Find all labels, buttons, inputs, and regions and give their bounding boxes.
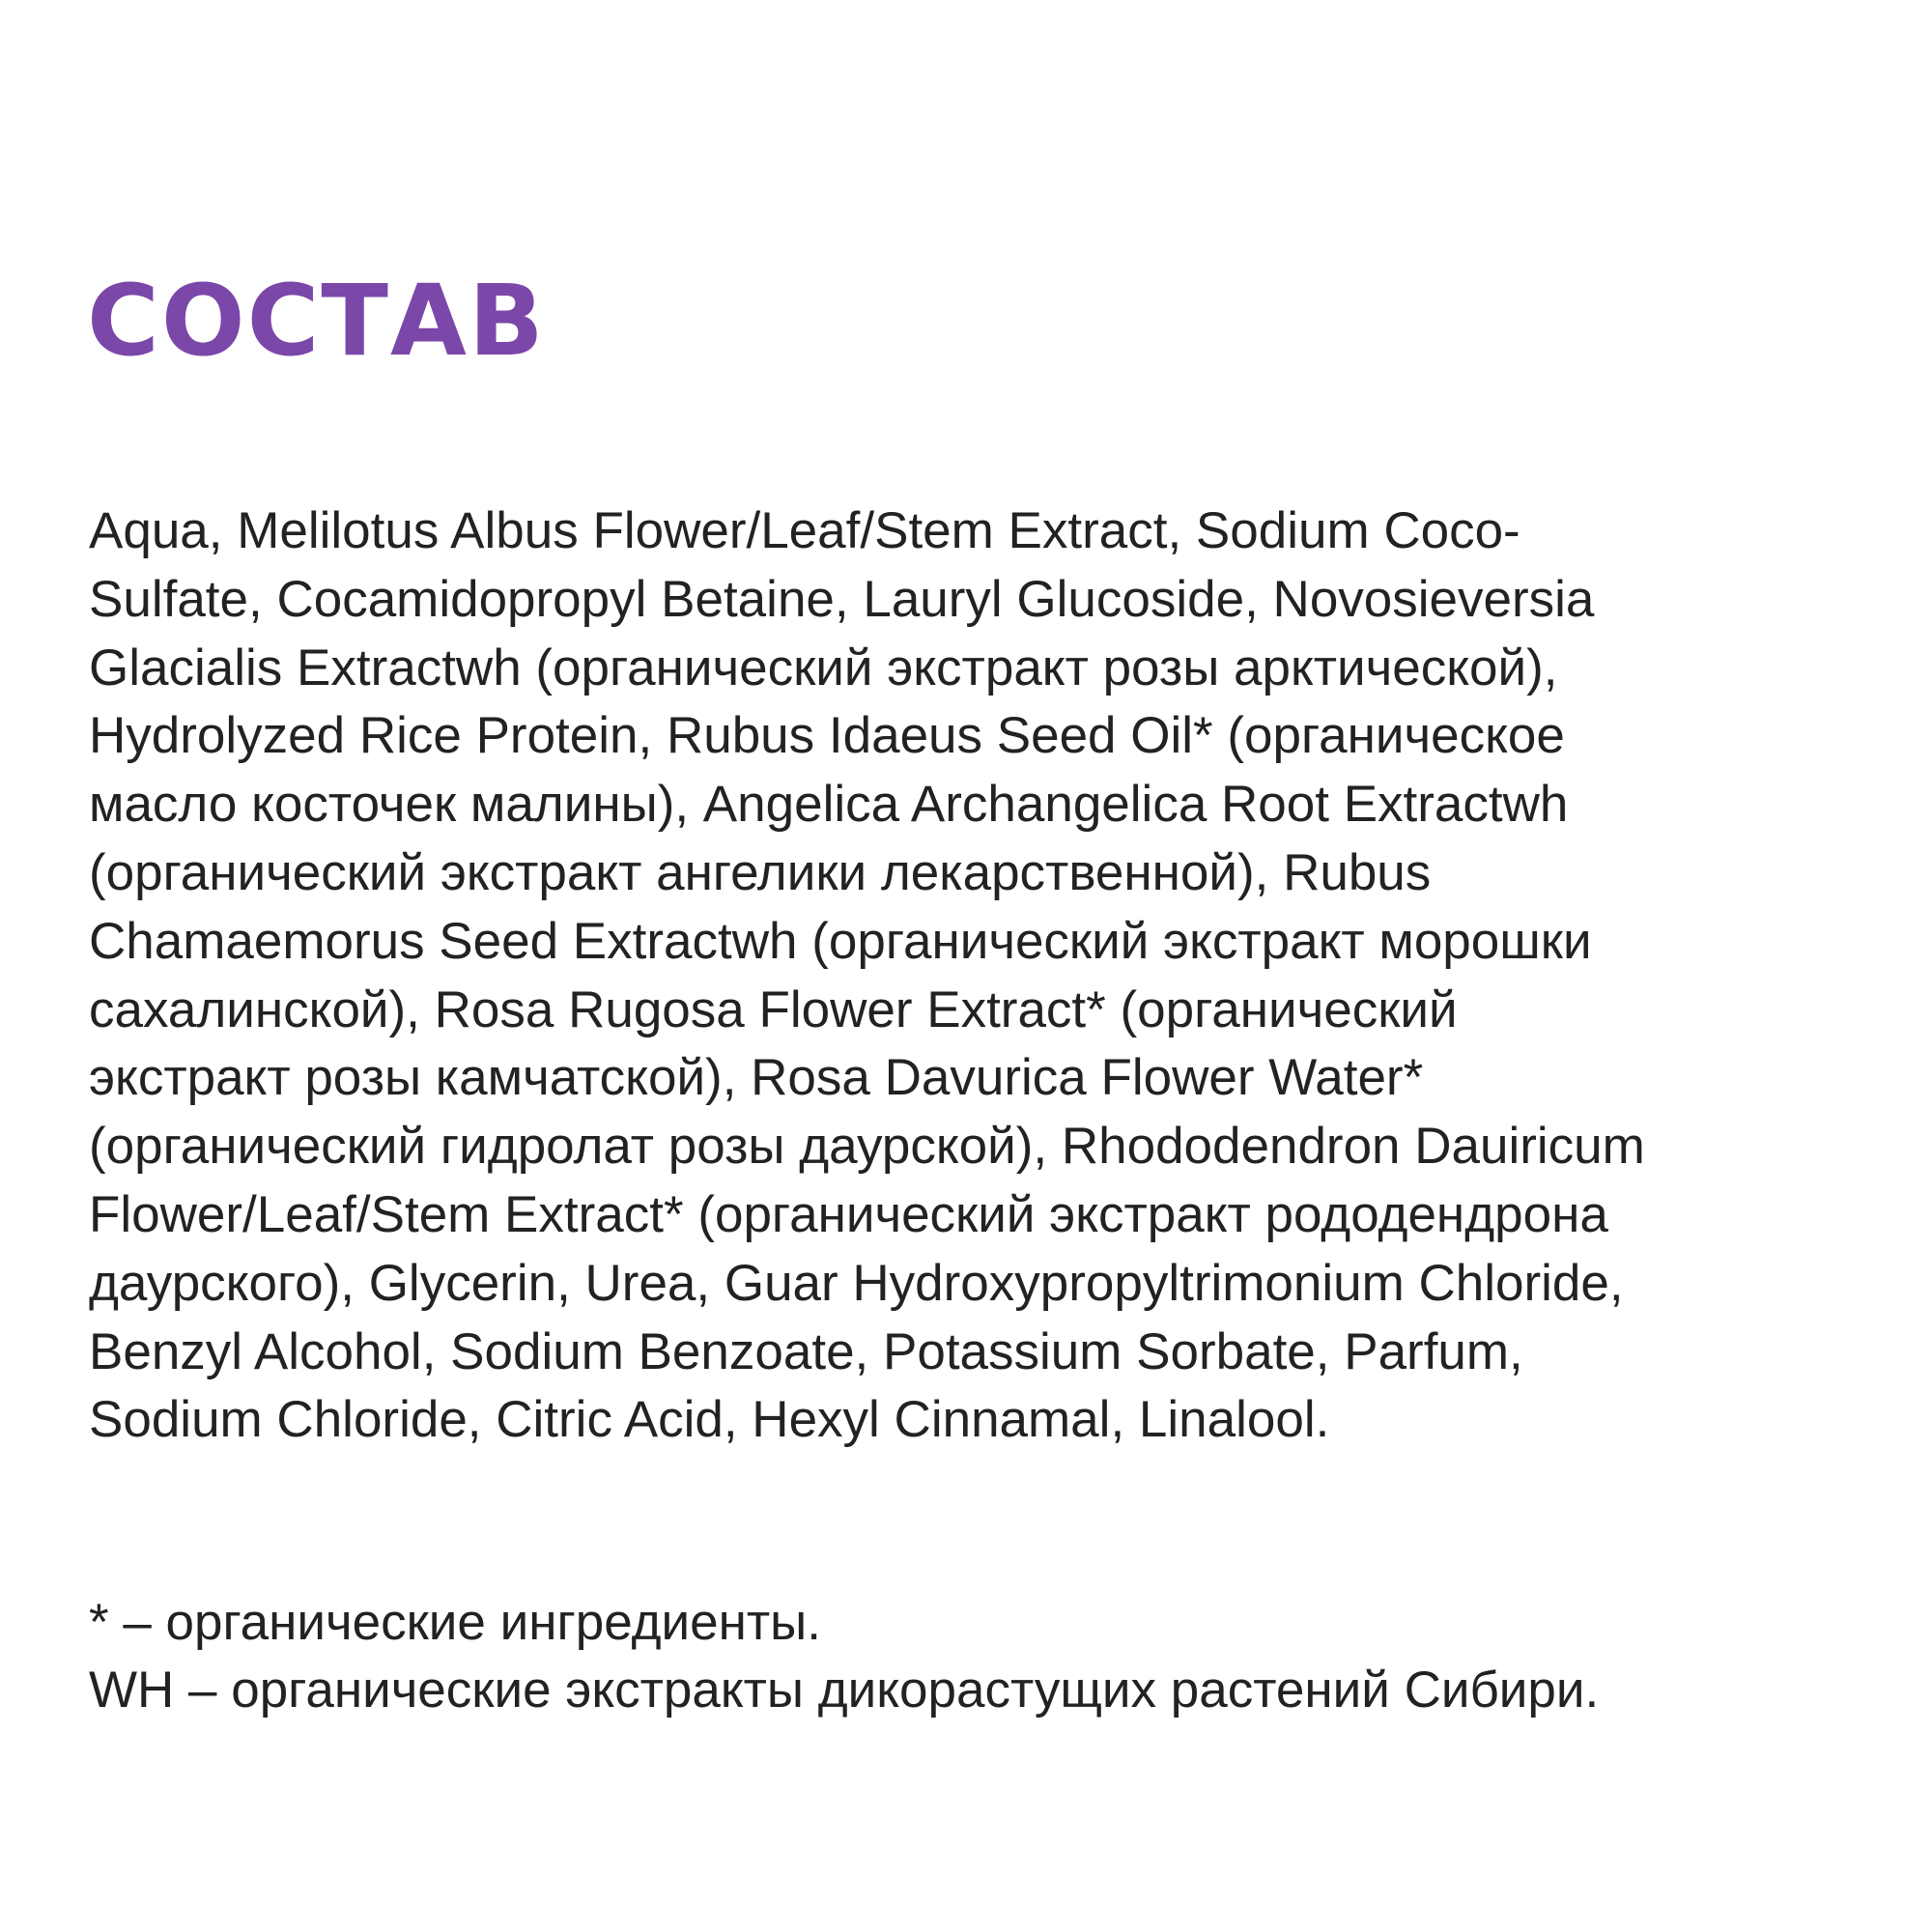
ingredients-line: Hydrolyzed Rice Protein, Rubus Idaeus Seed Oil* (органическое [89,707,1565,765]
ingredients-line: Sodium Chloride, Citric Acid, Hexyl Cinnamal, Linalool. [89,1391,1330,1449]
ingredients-line: Benzyl Alcohol, Sodium Benzoate, Potassium Sorbate, Parfum, [89,1322,1523,1380]
ingredients-line: масло косточек малины), Angelica Archangelica Root Extractwh [89,776,1569,834]
ingredients-line: сахалинской), Rosa Rugosa Flower Extract* (органический [89,980,1458,1038]
footnote-wild-harvested: WH – органические экстракты дикорастущих растений Сибири. [89,1662,1600,1719]
ingredients-line: Aqua, Melilotus Albus Flower/Leaf/Stem Extract, Sodium Coco- [89,502,1520,559]
ingredients-line: экстракт розы камчатской), Rosa Davurica Flower Water* [89,1049,1424,1107]
ingredients-line: Chamaemorus Seed Extractwh (органический экстракт морошки [89,912,1592,970]
ingredients-line: даурского), Glycerin, Urea, Guar Hydroxypropyltrimonium Chloride, [89,1254,1624,1312]
ingredients-line: Glacialis Extractwh (органический экстракт розы арктической), [89,639,1558,696]
ingredients-line: Flower/Leaf/Stem Extract* (органический экстракт рододендрона [89,1185,1608,1243]
ingredients-line: (органический гидролат розы даурской), Rhododendron Dauiricum [89,1118,1645,1176]
ingredients-list [89,497,1770,1455]
footnotes [89,1589,1789,1724]
ingredients-line: Sulfate, Cocamidopropyl Betaine, Lauryl Glucoside, Novosieversia [89,570,1595,628]
footnote-organic: * – органические ингредиенты. [89,1594,821,1651]
page-title: СОСТАВ [87,264,546,379]
ingredients-line: (органический экстракт ангелики лекарственной), Rubus [89,843,1432,901]
